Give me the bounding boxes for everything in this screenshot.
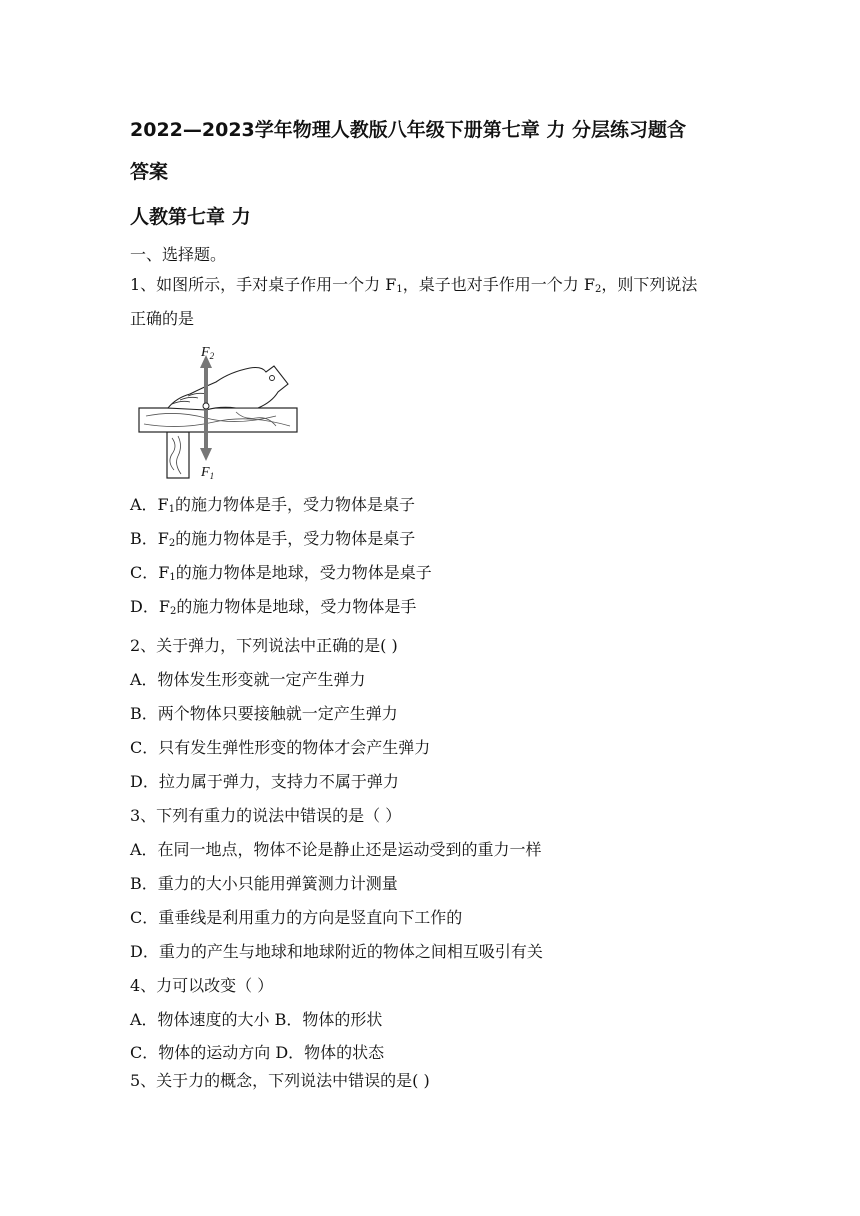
question-1-option-a: A．$F_1$的施力物体是手，受力物体是桌子 [130, 495, 416, 515]
question-4-options-row-1: A．物体速度的大小 B．物体的形状 [130, 1010, 383, 1029]
question-4-stem: 4、力可以改变（ ） [130, 976, 274, 995]
question-3-stem: 3、下列有重力的说法中错误的是（ ） [130, 806, 402, 825]
question-2-option-d: D．拉力属于弹力，支持力不属于弹力 [130, 772, 399, 791]
question-3-option-d: D．重力的产生与地球和地球附近的物体之间相互吸引有关 [130, 942, 543, 961]
question-2-stem: 2、关于弹力，下列说法中正确的是( ) [130, 636, 398, 655]
force-label-top: F [201, 345, 210, 360]
section-heading: 一、选择题。 [130, 245, 227, 264]
document-title-line-2: 答案 [130, 161, 169, 183]
hand-table-force-figure [136, 342, 302, 482]
question-2-option-c: C．只有发生弹性形变的物体才会产生弹力 [130, 738, 431, 757]
question-1-stem-line-2: 正确的是 [130, 309, 195, 328]
document-title-line-1: 2022—2023学年物理人教版八年级下册第七章 力 分层练习题含 [130, 119, 686, 141]
question-1-stem-line-1: 1、如图所示，手对桌子作用一个力 $F_1$，桌子也对手作用一个力 $F_2$，则下列说法 [130, 275, 698, 295]
question-1-option-c: C．$F_1$的施力物体是地球，受力物体是桌子 [130, 563, 432, 583]
question-1-option-d: D．$F_2$的施力物体是地球，受力物体是手 [130, 597, 417, 617]
question-2-option-a: A．物体发生形变就一定产生弹力 [130, 670, 366, 689]
force-label-bottom: F [201, 465, 210, 480]
question-1-option-b: B．$F_2$的施力物体是手，受力物体是桌子 [130, 529, 416, 549]
question-3-option-a: A．在同一地点，物体不论是静止还是运动受到的重力一样 [130, 840, 542, 859]
svg-text:F2: $F_2$ [201, 345, 215, 361]
question-3-option-b: B．重力的大小只能用弹簧测力计测量 [130, 874, 398, 893]
chapter-heading: 人教第七章 力 [130, 206, 251, 228]
question-5-stem: 5、关于力的概念，下列说法中错误的是( ) [130, 1071, 430, 1090]
question-2-option-b: B．两个物体只要接触就一定产生弹力 [130, 704, 398, 723]
question-4-options-row-2: C．物体的运动方向 D．物体的状态 [130, 1043, 385, 1062]
question-3-option-c: C．重垂线是利用重力的方向是竖直向下工作的 [130, 908, 463, 927]
svg-text:F1: $F_1$ [201, 465, 215, 481]
